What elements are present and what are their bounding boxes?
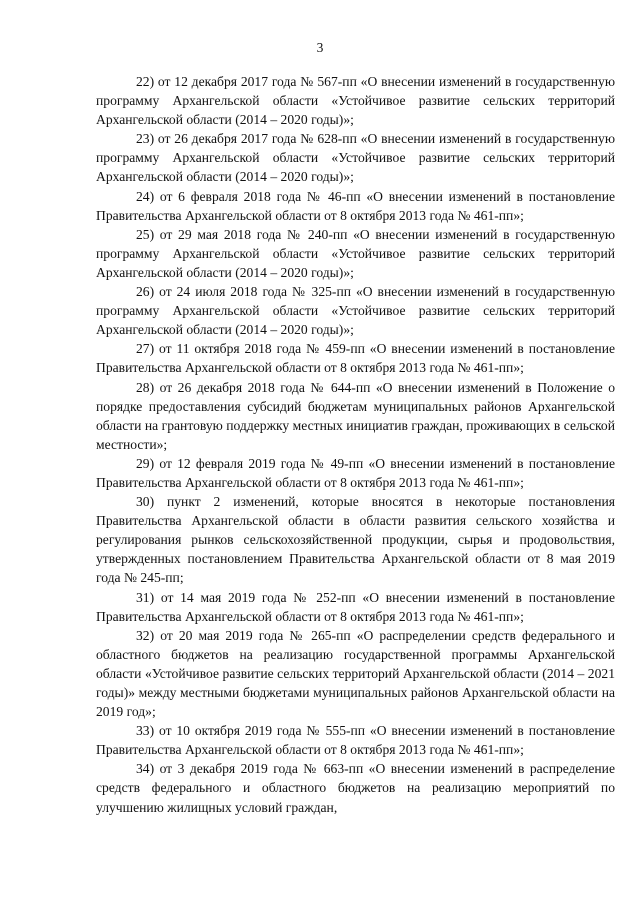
list-item-26: 26) от 24 июля 2018 года № 325-пп «О внесении изменений в государственную программу Архангельской области «Устойчивое развитие сельских территорий Архангельской области (2014 – 2020 годы)»; bbox=[96, 284, 615, 338]
document-body bbox=[96, 72, 615, 817]
list-item-25: 25) от 29 мая 2018 года № 240-пп «О внесении изменений в государственную программу Архангельской области «Устойчивое развитие сельских территорий Архангельской области (2014 – 2020 годы)»; bbox=[96, 226, 615, 280]
list-item-34: 34) от 3 декабря 2019 года № 663-пп «О внесении изменений в распределение средств федерального и областного бюджетов на реализацию мероприятий по улучшению жилищных условий граждан, bbox=[96, 761, 615, 815]
list-item-32: 32) от 20 мая 2019 года № 265-пп «О распределении средств федерального и областного бюджетов на реализацию государственной программы Архангельской области «Устойчивое развитие сельских территорий Архангельской области (2014 – 2021 годы)» между местными бюджетами муниципальных районов Архангельской области на 2019 год»; bbox=[96, 627, 615, 720]
page-number: 3 bbox=[316, 40, 324, 55]
list-item-31: 31) от 14 мая 2019 года № 252-пп «О внесении изменений в постановление Правительства Архангельской области от 8 октября 2013 года № 461-пп»; bbox=[96, 589, 615, 624]
list-item-33: 33) от 10 октября 2019 года № 555-пп «О внесении изменений в постановление Правительства Архангельской области от 8 октября 2013 года № 461-пп»; bbox=[96, 723, 615, 758]
list-item-27: 27) от 11 октября 2018 года № 459-пп «О внесении изменений в постановление Правительства Архангельской области от 8 октября 2013 года № 461-пп»; bbox=[96, 341, 615, 376]
list-item-29: 29) от 12 февраля 2019 года № 49-пп «О внесении изменений в постановление Правительства Архангельской области от 8 октября 2013 года № 461-пп»; bbox=[96, 455, 615, 490]
list-item-22: 22) от 12 декабря 2017 года № 567-пп «О внесении изменений в государственную программу Архангельской области «Устойчивое развитие сельских территорий Архангельской области (2014 – 2020 годы)»; bbox=[96, 74, 615, 128]
list-item-28: 28) от 26 декабря 2018 года № 644-пп «О внесении изменений в Положение о порядке предоставления субсидий бюджетам муниципальных районов Архангельской области на грантовую поддержку местных инициатив граждан, проживающих в сельской местности»; bbox=[96, 379, 615, 452]
list-item-30: 30) пункт 2 изменений, которые вносятся в некоторые постановления Правительства Архангельской области в области развития сельского хозяйства и регулирования рынков сельскохозяйственной продукции, сырья и продовольствия, утвержденных постановлением Правительства Архангельской области от 8 мая 2019 года № 245-пп; bbox=[96, 494, 615, 586]
list-item-24: 24) от 6 февраля 2018 года № 46-пп «О внесении изменений в постановление Правительства Архангельской области от 8 октября 2013 года № 461-пп»; bbox=[96, 188, 615, 223]
list-item-23: 23) от 26 декабря 2017 года № 628-пп «О внесении изменений в государственную программу Архангельской области «Устойчивое развитие сельских территорий Архангельской области (2014 – 2020 годы)»; bbox=[96, 131, 615, 185]
